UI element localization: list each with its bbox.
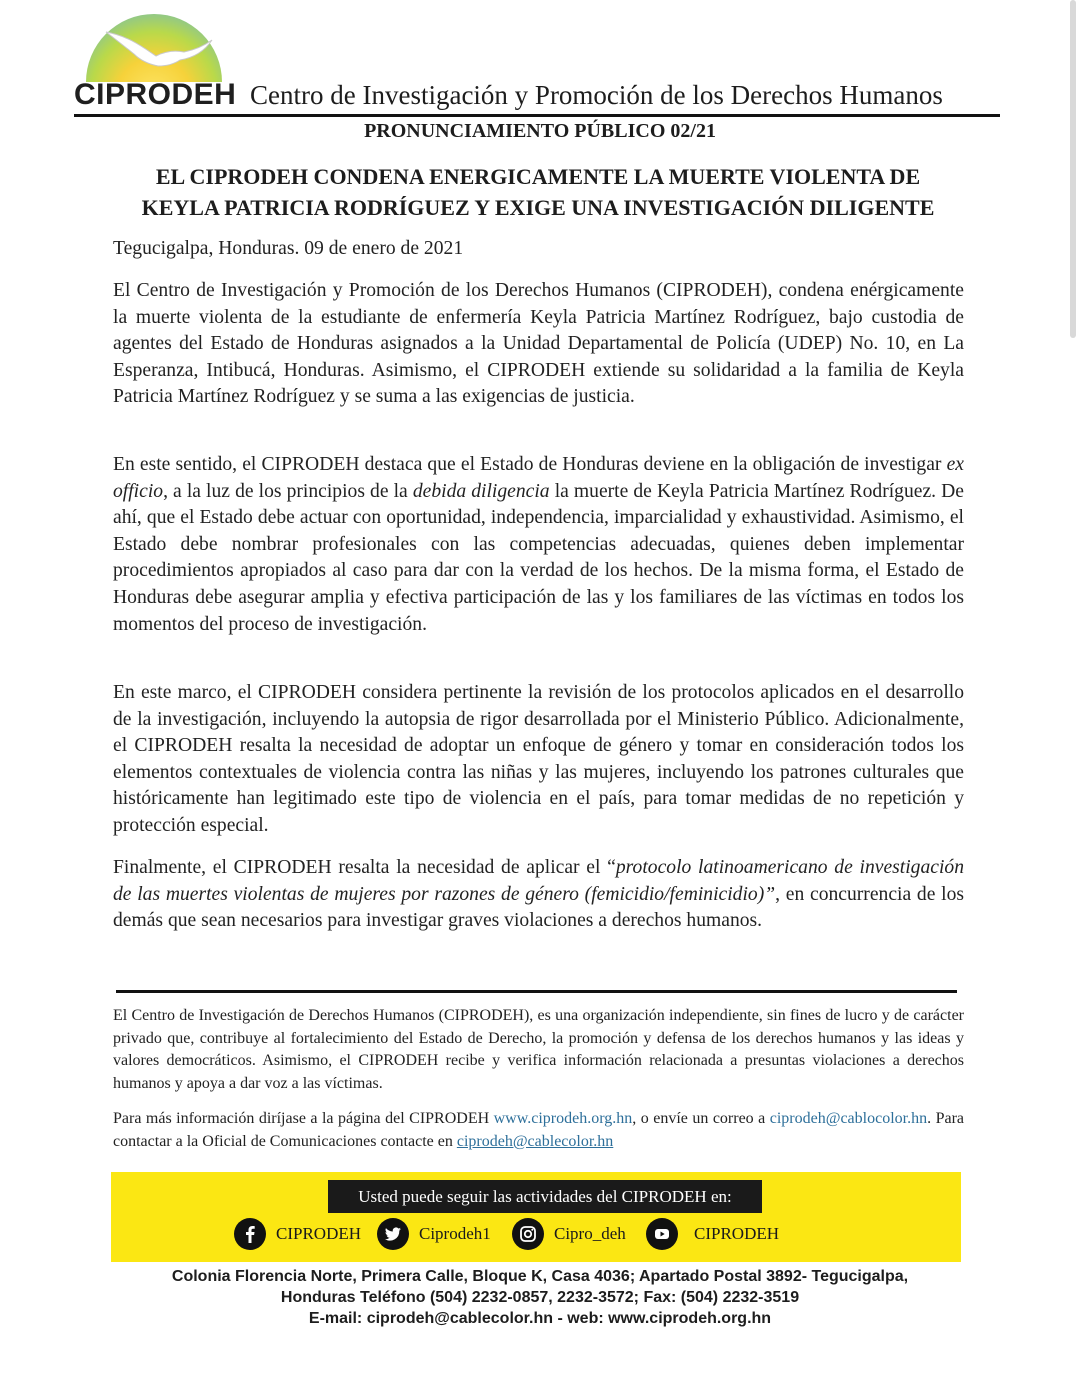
- seagull-icon: [104, 26, 214, 74]
- social-facebook[interactable]: [234, 1218, 361, 1250]
- email-link-communications[interactable]: ciprodeh@cablecolor.hn: [456, 1132, 614, 1150]
- social-youtube[interactable]: [646, 1218, 779, 1250]
- postal-address: [0, 1266, 1080, 1329]
- social-instagram-label: Cipro_deh: [554, 1224, 626, 1243]
- about-organization: El Centro de Investigación de Derechos Humanos (CIPRODEH), es una organización independiente, sin fines de lucro y de carácter privado que, contribuye al fortalecimiento del Estado de Derecho, la promoción y defensa de los derechos humanos y las ideas y valores democráticos. Asimismo, el CIPRODEH recibe y verifica información relacionada a presuntas violaciones a derechos humanos y apoya a dar voz a las víctimas.: [113, 1007, 964, 1092]
- scrollbar-thumb[interactable]: [1070, 0, 1076, 338]
- paragraph-4: [113, 855, 964, 935]
- facebook-icon: [234, 1218, 266, 1250]
- headline: [110, 161, 966, 223]
- paragraph-4-italic-protocol: protocolo latinoamericano de investigación de las muertes violentas de mujeres por razones de género (femicidio/feminicidio)”: [113, 857, 964, 905]
- youtube-icon: [646, 1218, 678, 1250]
- paragraph-2-text-c: la muerte de Keyla Patricia Martínez Rodríguez. De ahí, que el Estado debe actuar con oportunidad, independencia, imparcialidad y exhaustividad. Asimismo, el Estado debe nombrar profesionales con las competencias adecuadas, quienes deben implementar procedimientos apropiados al caso para dar con la verdad de los hechos. De la misma forma, el Estado de Honduras debe asegurar amplia y efectiva participación de las y los familiares de las víctimas en todos los momentos del proceso de investigación.: [113, 480, 964, 635]
- social-twitter-label: Ciprodeh1: [419, 1224, 491, 1243]
- address-line-2: Honduras Teléfono (504) 2232-0857, 2232-3572; Fax: (504) 2232-3519: [280, 1289, 800, 1306]
- address-line-1: Colonia Florencia Norte, Primera Calle, Bloque K, Casa 4036; Apartado Postal 3892- Tegucigalpa,: [171, 1268, 909, 1285]
- paragraph-2: [113, 452, 964, 638]
- paragraph-4-text-b: , en concurrencia de los demás que sean necesarios para investigar graves violaciones a derechos humanos.: [113, 883, 964, 932]
- website-link[interactable]: www.ciprodeh.org.hn: [493, 1110, 633, 1127]
- header-divider: [74, 114, 1000, 117]
- document-label: PRONUNCIAMIENTO PÚBLICO 02/21: [364, 120, 716, 142]
- paragraph-2-italic-debida-diligencia: debida diligencia: [412, 480, 550, 502]
- paragraph-1: El Centro de Investigación y Promoción de los Derechos Humanos (CIPRODEH), condena enérgicamente la muerte violenta de la estudiante de enfermería Keyla Patricia Martínez Rodríguez, bajo custodia de agentes del Estado de Honduras asignados a la Unidad Departamental de Policía (UDEP) No. 10, en La Esperanza, Intibucá, Honduras. Asimismo, el CIPRODEH extiende su solidaridad a la familia de Keyla Patricia Martínez Rodríguez y se suma a las exigencias de justicia.: [113, 280, 964, 408]
- logo-wordmark: CIPRODEH: [74, 78, 237, 111]
- headline-line-2: KEYLA PATRICIA RODRÍGUEZ Y EXIGE UNA INVESTIGACIÓN DILIGENTE: [141, 195, 935, 220]
- instagram-icon: [512, 1218, 544, 1250]
- contact-text-c: . Para contactar a la Oficial de Comunicaciones contacte en: [113, 1110, 964, 1150]
- footer-divider: [116, 990, 957, 993]
- social-instagram[interactable]: [512, 1218, 626, 1250]
- social-youtube-label: CIPRODEH: [694, 1224, 780, 1243]
- contact-text-b: , o envíe un correo a: [632, 1110, 770, 1127]
- paragraph-3: En este marco, el CIPRODEH considera pertinente la revisión de los protocolos aplicados en el desarrollo de la investigación, incluyendo la autopsia de rigor desarrollada por el Ministerio Público. Adicionalmente, el CIPRODEH resalta la necesidad de adoptar un enfoque de género y tomar en consideración todos los elementos contextuales de violencia contra las niñas y las mujeres, incluyendo los patrones culturales que históricamente han legitimado este tipo de violencia en el país, para tomar medidas de no repetición y protección especial.: [113, 682, 964, 836]
- paragraph-2-text-a: En este sentido, el CIPRODEH destaca que el Estado de Honduras deviene en la obligación de investigar: [113, 454, 947, 475]
- contact-text-a: Para más información diríjase a la página del CIPRODEH: [113, 1110, 494, 1127]
- follow-label: Usted puede seguir las actividades del CIPRODEH en:: [328, 1180, 762, 1213]
- headline-line-1: EL CIPRODEH CONDENA ENERGICAMENTE LA MUERTE VIOLENTA DE: [155, 164, 921, 189]
- social-twitter[interactable]: [377, 1218, 491, 1250]
- paragraph-2-text-b: , a la luz de los principios de la: [163, 480, 413, 502]
- social-facebook-label: CIPRODEH: [276, 1224, 362, 1243]
- paragraph-4-text-a: Finalmente, el CIPRODEH resalta la necesidad de aplicar el “: [113, 857, 616, 878]
- twitter-icon: [377, 1218, 409, 1250]
- address-line-3: E-mail: ciprodeh@cablecolor.hn - web: www.ciprodeh.org.hn: [308, 1310, 772, 1327]
- organization-title: Centro de Investigación y Promoción de los Derechos Humanos: [250, 80, 943, 110]
- contact-info: [113, 1108, 964, 1153]
- email-link-primary[interactable]: ciprodeh@cablocolor.hn: [769, 1110, 928, 1127]
- ciprodeh-logo: [74, 12, 237, 111]
- paragraph-2-italic-ex-officio: ex officio: [113, 454, 964, 502]
- dateline: Tegucigalpa, Honduras. 09 de enero de 2021: [113, 238, 464, 259]
